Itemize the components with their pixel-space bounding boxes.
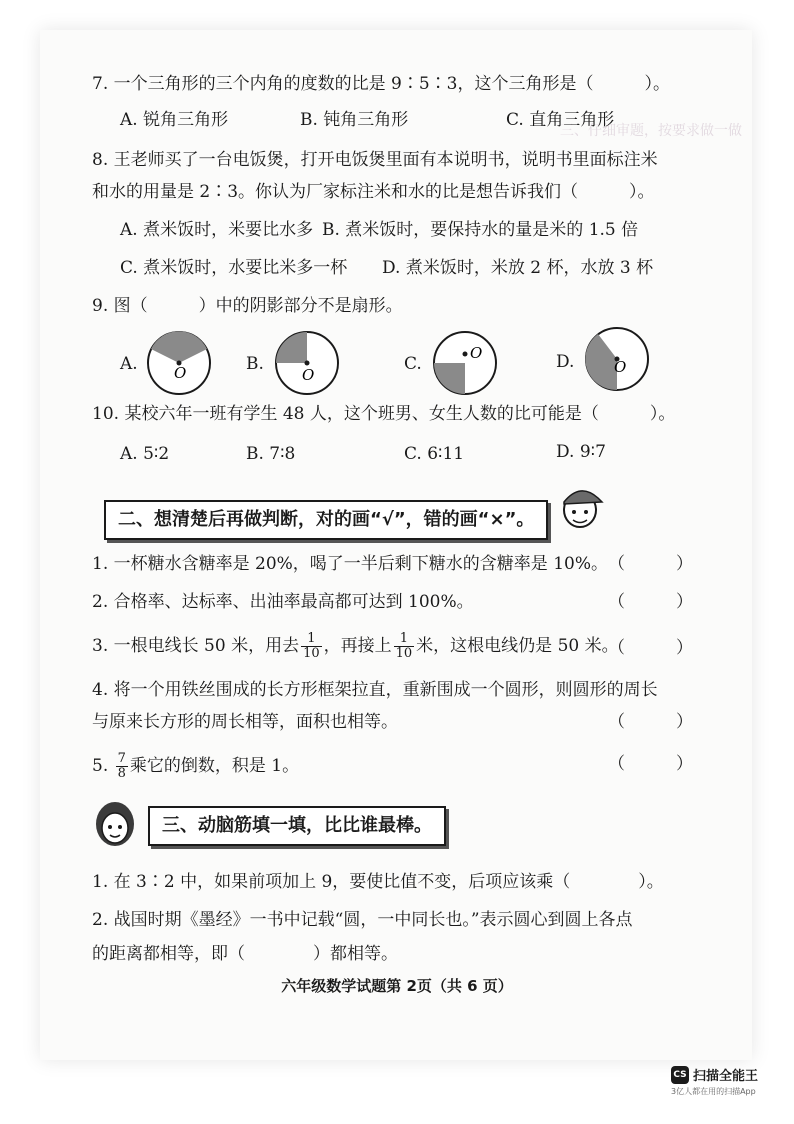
q9-figure-c — [432, 330, 498, 396]
q9-c-center-label: O — [470, 344, 483, 362]
q9-label-d: D. — [556, 352, 575, 372]
q10-option-b: B. 7∶8 — [246, 444, 296, 464]
q9-label-a: A. — [120, 354, 138, 374]
s2-item-4-line2: 与原来长方形的周长相等，面积也相等。 — [92, 712, 398, 732]
s3-item-1: 1. 在 3∶2 中，如果前项加上 9，要使比值不变，后项应该乘（ ）。 — [92, 872, 664, 892]
q7-option-b: B. 钝角三角形 — [300, 110, 409, 130]
s3-item-2-line2: 的距离都相等，即（ ）都相等。 — [92, 944, 398, 964]
q9-c-shade — [434, 363, 465, 394]
q9-d-center-label: O — [614, 358, 627, 376]
q10-stem: 10. 某校六年一班有学生 48 人，这个班男、女生人数的比可能是（ ）。 — [92, 404, 676, 424]
s2-item-3-part2: ，再接上 — [323, 636, 392, 656]
s2-item-5-paren: （ ） — [608, 754, 693, 774]
q7-stem: 7. 一个三角形的三个内角的度数的比是 9∶5∶3，这个三角形是（ ）。 — [92, 74, 670, 94]
s2-item-3 — [92, 632, 619, 661]
q8-stem-line2: 和水的用量是 2∶3。你认为厂家标注米和水的比是想告诉我们（ ）。 — [92, 182, 655, 202]
q9-a-center-label: O — [174, 364, 187, 382]
q9-label-b: B. — [246, 354, 264, 374]
q7-option-a: A. 锐角三角形 — [120, 110, 229, 130]
fraction-7-8: $\frac{7}{8}$ — [117, 751, 126, 781]
q10-option-c: C. 6∶11 — [404, 444, 465, 464]
s2-item-1-paren: （ ） — [608, 554, 693, 574]
q9-stem: 9. 图（ ）中的阴影部分不是扇形。 — [92, 296, 403, 316]
scanner-watermark — [671, 1064, 758, 1097]
section-3-title: 三、动脑筋填一填，比比谁最棒。 — [148, 806, 446, 846]
section-2-title: 二、想清楚后再做判断，对的画“√”，错的画“×”。 — [104, 500, 548, 540]
s2-item-3-part3: 米，这根电线仍是 50 米。 — [416, 636, 619, 656]
s2-item-3-part1: 3. 一根电线长 50 米，用去 — [92, 636, 300, 656]
s2-item-5-number: 5. — [92, 756, 114, 776]
q8-stem-line1: 8. 王老师买了一台电饭煲，打开电饭煲里面有本说明书，说明书里面标注米 — [92, 150, 658, 170]
fraction-1-10-a: $\frac{1}{10}$ — [303, 631, 320, 661]
q9-figure-d — [584, 326, 650, 392]
q9-figure-a — [146, 330, 212, 396]
q8-option-c: C. 煮米饭时，水要比米多一杯 — [120, 258, 348, 278]
q8-option-b: B. 煮米饭时，要保持水的量是米的 1.5 倍 — [322, 220, 639, 240]
s2-item-4-paren: （ ） — [608, 712, 693, 732]
watermark-subtitle: 3亿人都在用的扫描App — [670, 1087, 756, 1096]
boy-cartoon-icon — [556, 478, 604, 532]
s2-item-5-text: 乘它的倒数，积是 1。 — [129, 756, 300, 776]
s2-item-5 — [92, 752, 299, 781]
s2-item-1: 1. 一杯糖水含糖率是 20%，喝了一半后剩下糖水的含糖率是 10%。 — [92, 554, 609, 574]
fraction-1-10-b: $\frac{1}{10}$ — [395, 631, 413, 661]
s2-item-3-paren: （ ） — [608, 638, 693, 658]
q9-b-center-label: O — [302, 366, 315, 384]
q9-c-offset-center — [463, 352, 468, 357]
q8-option-d: D. 煮米饭时，米放 2 杯，水放 3 杯 — [382, 258, 654, 278]
q10-option-d: D. 9∶7 — [556, 442, 606, 462]
q9-figure-b — [274, 330, 340, 396]
q8-option-a: A. 煮米饭时，米要比水多 — [120, 220, 314, 240]
q10-option-a: A. 5∶2 — [120, 444, 170, 464]
q9-label-c: C. — [404, 354, 422, 374]
s2-item-2-paren: （ ） — [608, 592, 693, 612]
watermark-name: 扫描全能王 — [692, 1069, 758, 1084]
bleed-through-text: 三、仔细审题，按要求做一做 — [560, 123, 742, 139]
s2-item-2: 2. 合格率、达标率、出油率最高都可达到 100%。 — [92, 592, 474, 612]
q9-b-shade — [276, 332, 307, 363]
s3-item-2-line1: 2. 战国时期《墨经》一书中记载“圆，一中同长也。”表示圆心到圆上各点 — [92, 910, 633, 930]
girl-cartoon-icon — [92, 798, 138, 850]
s2-item-4-line1: 4. 将一个用铁丝围成的长方形框架拉直，重新围成一个圆形，则圆形的周长 — [92, 680, 658, 700]
q7-option-c: C. 直角三角形 — [506, 110, 615, 130]
camscanner-logo-icon: CS — [671, 1066, 689, 1084]
page-footer: 六年级数学试题第 2页（共 6 页） — [281, 977, 513, 995]
